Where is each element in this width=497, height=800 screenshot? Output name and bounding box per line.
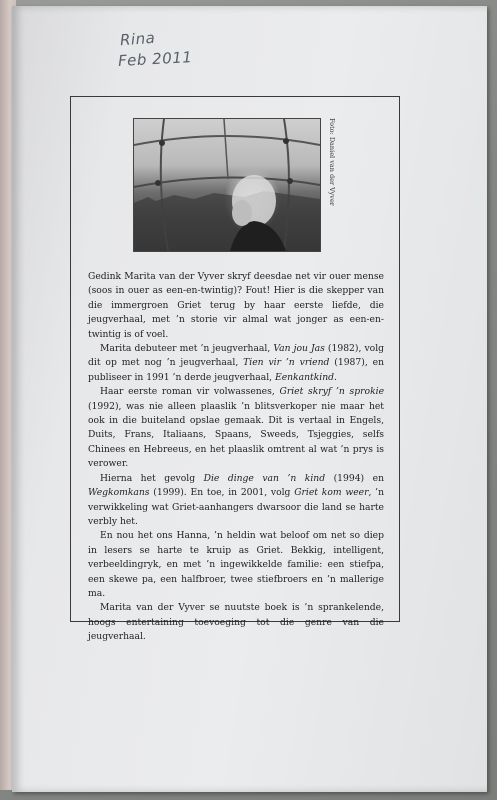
title-italic: Eenkantkind [275, 371, 335, 383]
text-segment: Gedink Marita van der Vyver skryf deesdae net vir ouer mense (soos in ouer as een-en-twintig)? Fout! Hier is die skepper van die immergroen Griet terug by haar eerste liefde, die jeugverhaal, met ’n storie vir almal wat jonger as een-en-twintig is of voel. [88, 271, 384, 340]
text-segment: (1994) en [325, 472, 384, 484]
paragraph-4 [88, 472, 384, 530]
text-segment: En nou het ons Hanna, ’n heldin wat beloof om net so diep in lesers se harte te kruip as Griet. Bekkig, intelligent, verbeeldingryk, en met ’n ingewikkelde familie: een stiefpa, een skewe pa, een halfbroer, twee stiefbroers en ’n mallerige ma. [88, 530, 384, 599]
author-photo [133, 118, 321, 252]
title-italic: Van jou Jas [273, 343, 325, 355]
title-italic: Griet kom weer [294, 487, 369, 499]
text-segment: Marita van der Vyver se nuutste boek is ’n sprankelende, hoogs entertaining toevoeging tot die genre van die jeugverhaal. [88, 602, 384, 643]
photo-credit: Foto: Daniel van der Vyver [328, 118, 336, 206]
blurb-text [88, 270, 384, 645]
photo-railings [134, 119, 320, 251]
text-segment: (1999). En toe, in 2001, volg [149, 487, 295, 499]
paragraph-6 [88, 601, 384, 644]
text-segment: Haar eerste roman vir volwassenes, [100, 386, 280, 398]
handwritten-date: Feb 2011 [117, 48, 193, 70]
text-segment: Marita debuteer met ’n jeugverhaal, [100, 343, 274, 355]
text-segment: (1987), en publiseer in 1991 ’n derde jeugverhaal, [88, 357, 385, 383]
handwritten-name: Rina [119, 28, 156, 50]
paragraph-3 [88, 385, 384, 471]
paragraph-5 [88, 529, 384, 601]
paragraph-2 [88, 342, 384, 385]
text-segment: , ’n verwikkeling wat Griet-aanhangers dwarsoor die land se harte verbly het. [88, 487, 384, 527]
text-segment: . [334, 371, 337, 383]
title-italic: Tien vir ’n vriend [243, 357, 330, 369]
title-italic: Wegkomkans [88, 487, 150, 499]
paragraph-1 [88, 270, 384, 342]
title-italic: Griet skryf ’n sprokie [279, 386, 385, 398]
text-segment: (1982), volg dit op met nog ’n jeugverhaal, [88, 343, 385, 369]
text-segment: (1992), was nie alleen plaaslik ’n blitsverkoper nie maar het ook in die buiteland opslae gemaak. Dit is vertaal in Engels, Duits, Frans, Italiaans, Spaans, Sweeds, Tsjeggies, selfs Chinees en Hebreeus, en het plaaslik omtrent al wat ’n prys is verower. [88, 400, 384, 470]
title-italic: Die dinge van ’n kind [203, 472, 326, 484]
text-segment: Hierna het gevolg [100, 472, 204, 484]
